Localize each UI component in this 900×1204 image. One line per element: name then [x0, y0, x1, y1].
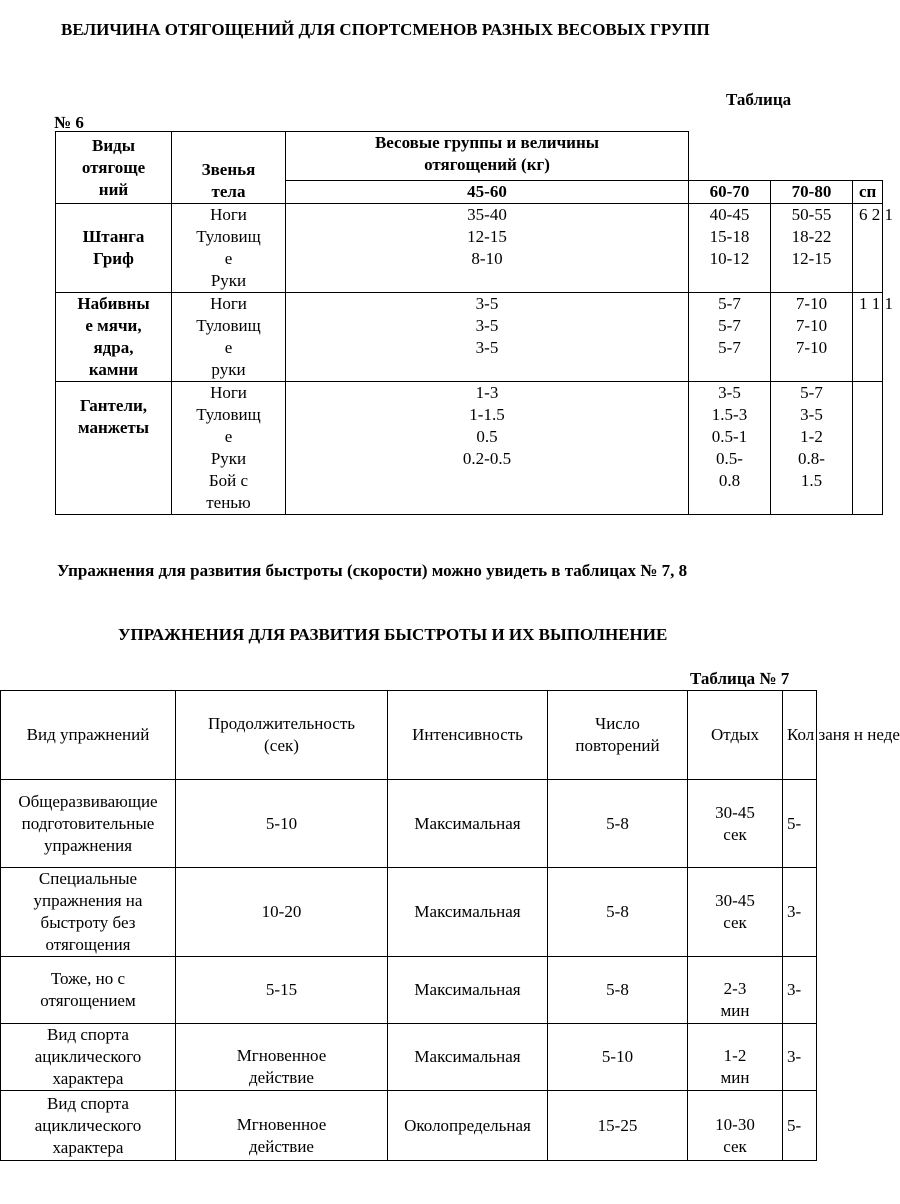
- parts-cell: Ноги Туловищ е руки: [172, 293, 286, 382]
- cell-duration: 10-20: [176, 868, 388, 957]
- table-row: [1, 868, 817, 957]
- header-weight-groups: Весовые группы и величины отягощений (кг): [286, 132, 689, 181]
- col-header-duration: Продолжительность (сек): [176, 691, 388, 780]
- table-row: [1, 780, 817, 868]
- cell-rest: 2-3 мин: [688, 957, 783, 1024]
- table-row: [56, 293, 883, 382]
- type-cell: Гантели, манжеты: [56, 382, 172, 515]
- table-row: [1, 1091, 817, 1161]
- table6-number: № 6: [54, 113, 84, 132]
- cell-repetitions: 5-8: [548, 780, 688, 868]
- value-cell: 3-5 1.5-3 0.5-1 0.5- 0.8: [689, 382, 771, 515]
- cell-exercise: Вид спорта ациклического характера: [1, 1024, 176, 1091]
- cell-rest: 30-45 сек: [688, 868, 783, 957]
- cell-sessions: 3-: [783, 868, 817, 957]
- value-cell: 6 2 1: [853, 204, 883, 293]
- cell-rest: 1-2 мин: [688, 1024, 783, 1091]
- type-cell: Набивны е мячи, ядра, камни: [56, 293, 172, 382]
- header-types: Виды отягоще ний: [56, 132, 172, 204]
- value-cell: [853, 382, 883, 515]
- speed-paragraph: Упражнения для развития быстроты (скорости) можно увидеть в таблицах № 7, 8: [57, 561, 688, 580]
- parts-cell: Ноги Туловищ е Руки Бой с тенью: [172, 382, 286, 515]
- cell-duration: Мгновенное действие: [176, 1024, 388, 1091]
- col-header-repetitions: Число повторений: [548, 691, 688, 780]
- speed-exercises-table: [0, 690, 900, 1161]
- value-cell: 40-45 15-18 10-12: [689, 204, 771, 293]
- table-row: [56, 382, 883, 515]
- value-cell: 7-10 7-10 7-10: [771, 293, 853, 382]
- cell-sessions: 5-: [783, 780, 817, 868]
- col-header-exercise-type: Вид упражнений: [1, 691, 176, 780]
- cell-repetitions: 5-10: [548, 1024, 688, 1091]
- cell-rest: 30-45 сек: [688, 780, 783, 868]
- cell-intensity: Максимальная: [388, 868, 548, 957]
- header-col-45-60: 45-60: [286, 181, 689, 204]
- cell-exercise: Вид спорта ациклического характера: [1, 1091, 176, 1161]
- table6-caption: Таблица: [726, 90, 792, 109]
- value-cell: 3-5 3-5 3-5: [286, 293, 689, 382]
- cell-sessions: 5-: [783, 1091, 817, 1161]
- cell-rest: 10-30 сек: [688, 1091, 783, 1161]
- cell-exercise: Специальные упражнения на быстроту без отягощения: [1, 868, 176, 957]
- cell-repetitions: 15-25: [548, 1091, 688, 1161]
- cell-sessions: 3-: [783, 1024, 817, 1091]
- page-title: ВЕЛИЧИНА ОТЯГОЩЕНИЙ ДЛЯ СПОРТСМЕНОВ РАЗНЫХ ВЕСОВЫХ ГРУПП: [61, 20, 710, 39]
- table7-caption: Таблица № 7: [690, 669, 790, 688]
- table-row: [1, 957, 817, 1024]
- header-blank: [689, 132, 883, 181]
- col-header-intensity: Интенсивность: [388, 691, 548, 780]
- value-cell: 35-40 12-15 8-10: [286, 204, 689, 293]
- cell-repetitions: 5-8: [548, 868, 688, 957]
- cell-intensity: Максимальная: [388, 957, 548, 1024]
- type-cell: Штанга Гриф: [56, 204, 172, 293]
- cell-repetitions: 5-8: [548, 957, 688, 1024]
- cell-intensity: Околопредельная: [388, 1091, 548, 1161]
- weights-table: [55, 131, 893, 515]
- cell-intensity: Максимальная: [388, 1024, 548, 1091]
- table-row: [56, 204, 883, 293]
- header-body-parts: Звенья тела: [172, 132, 286, 204]
- header-col-cut: сп: [853, 181, 883, 204]
- parts-cell: Ноги Туловищ е Руки: [172, 204, 286, 293]
- cell-duration: 5-10: [176, 780, 388, 868]
- table-row: [1, 1024, 817, 1091]
- value-cell: 1 1 1: [853, 293, 883, 382]
- cell-exercise: Тоже, но с отягощением: [1, 957, 176, 1024]
- cell-duration: 5-15: [176, 957, 388, 1024]
- value-cell: 50-55 18-22 12-15: [771, 204, 853, 293]
- col-header-sessions: Кол заня н неде: [783, 691, 817, 780]
- table-header-row: [1, 691, 817, 780]
- value-cell: 5-7 3-5 1-2 0.8- 1.5: [771, 382, 853, 515]
- cell-sessions: 3-: [783, 957, 817, 1024]
- cell-duration: Мгновенное действие: [176, 1091, 388, 1161]
- cell-intensity: Максимальная: [388, 780, 548, 868]
- header-col-70-80: 70-80: [771, 181, 853, 204]
- cell-exercise: Общеразвивающие подготовительные упражнения: [1, 780, 176, 868]
- value-cell: 1-3 1-1.5 0.5 0.2-0.5: [286, 382, 689, 515]
- section-title: УПРАЖНЕНИЯ ДЛЯ РАЗВИТИЯ БЫСТРОТЫ И ИХ ВЫПОЛНЕНИЕ: [118, 625, 668, 644]
- col-header-rest: Отдых: [688, 691, 783, 780]
- value-cell: 5-7 5-7 5-7: [689, 293, 771, 382]
- header-col-60-70: 60-70: [689, 181, 771, 204]
